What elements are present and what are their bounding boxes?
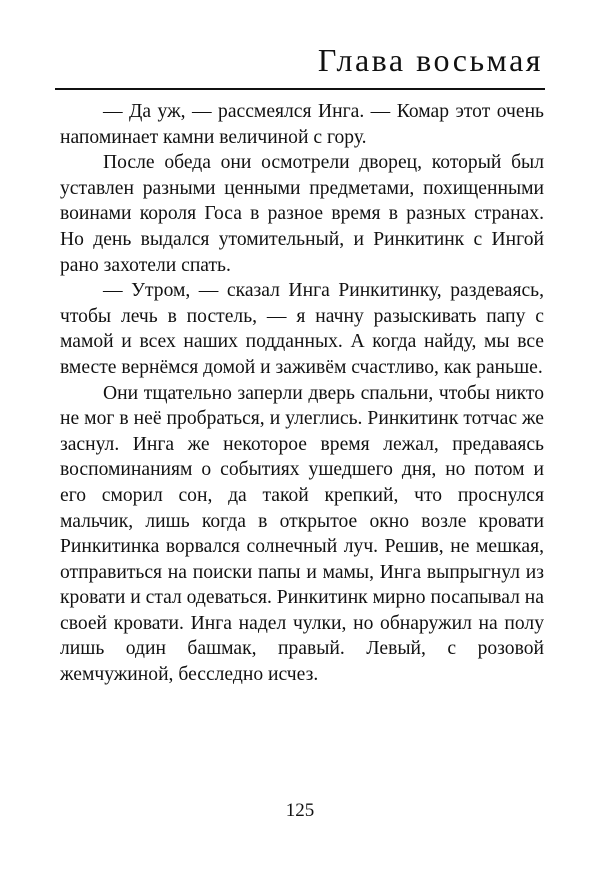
paragraph: — Да уж, — рассмеялся Инга. — Комар этот очень напоминает камни величиной с гору. <box>60 101 544 148</box>
paragraph: После обеда они осмотрели дворец, который был уставлен разными ценными предметами, похищенными воинами короля Госа в разное время в разных странах. Но день выдался утомительный, и Ринкитинк с Ингой рано захотели спать. <box>60 152 544 276</box>
body-text <box>60 99 544 688</box>
paragraph: Они тщательно заперли дверь спальни, чтобы никто не мог в неё пробраться, и улеглись. Ринкитинк тотчас же заснул. Инга же некоторое время лежал, предаваясь воспоминаниям о событиях ушедшего дня, но потом и его сморил сон, да такой крепкий, что проснулся мальчик, лишь когда в открытое окно возле кровати Ринкитинка ворвался солнечный луч. Решив, не мешкая, отправиться на поиски папы и мамы, Инга выпрыгнул из кровати и стал одеваться. Ринкитинк мирно посапывал на своей кровати. Инга надел чулки, но обнаружил на полу лишь один башмак, правый. Левый, с розовой жемчужиной, бесследно исчез. <box>60 382 544 686</box>
paragraph: — Утром, — сказал Инга Ринкитинку, раздеваясь, чтобы лечь в постель, — я начну разыскивать папу с мамой и всех наших подданных. А когда найду, мы все вместе вернёмся домой и заживём счастливо, как раньше. <box>60 280 544 378</box>
header-rule <box>55 88 545 90</box>
chapter-title: Глава восьмая <box>317 42 543 78</box>
page-number: 125 <box>285 800 315 821</box>
